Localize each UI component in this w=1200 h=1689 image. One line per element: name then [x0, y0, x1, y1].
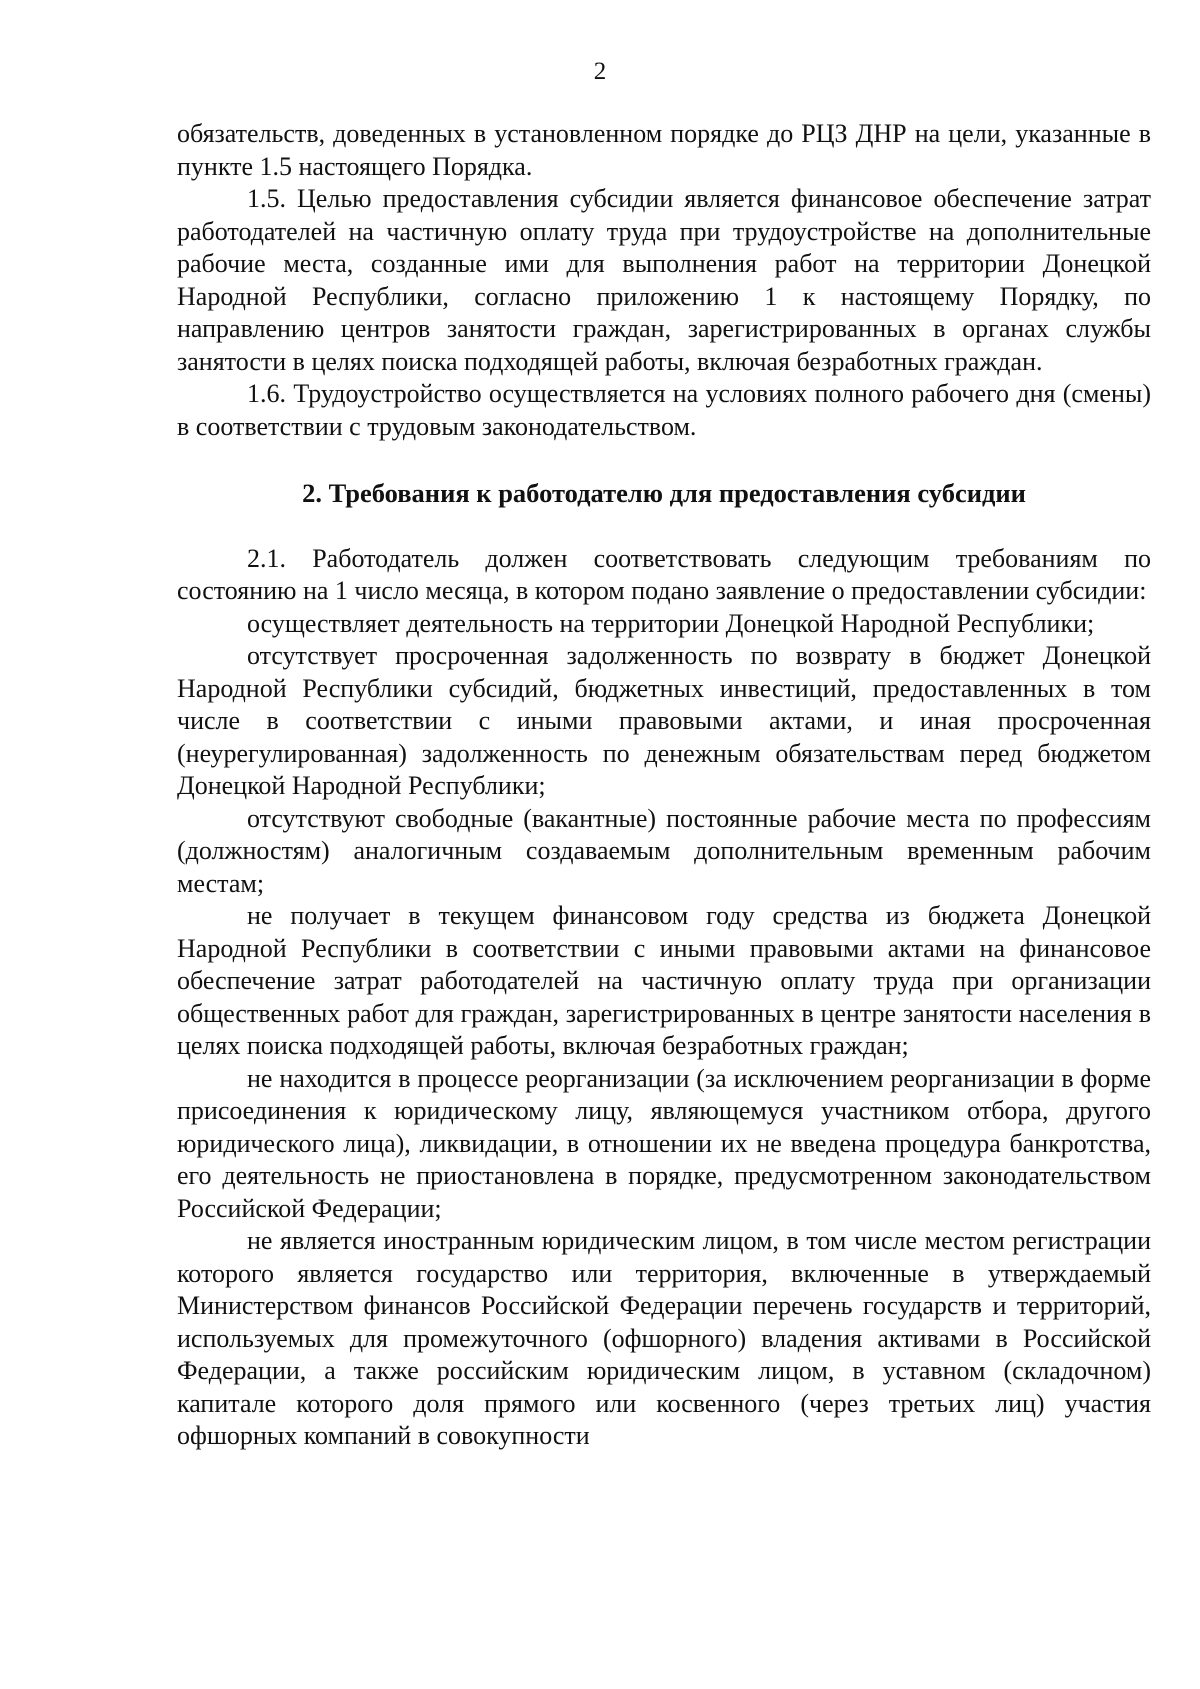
paragraph-1-5: 1.5. Целью предоставления субсидии является финансовое обеспечение затрат работодателей на частичную оплату труда при трудоустройстве на дополнительные рабочие места, созданные ими для выполнения работ на территории Донецкой Народной Республики, согласно приложению 1 к настоящему Порядку, по направлению центров занятости граждан, зарегистрированных в органах службы занятости в целях поиска подходящей работы, включая безработных граждан. [177, 184, 1151, 376]
page-number: 2 [593, 58, 607, 85]
requirement-item: не получает в текущем финансовом году средства из бюджета Донецкой Народной Республики в соответствии с иными правовыми актами на финансовое обеспечение затрат работодателей на частичную оплату труда при организации общественных работ для граждан, зарегистрированных в центре занятости населения в целях поиска подходящей работы, включая безработных граждан; [177, 901, 1151, 1060]
paragraph-2-1: 2.1. Работодатель должен соответствовать следующим требованиям по состоянию на 1 число месяца, в котором подано заявление о предоставлении субсидии: [177, 543, 1151, 605]
requirement-item: не находится в процессе реорганизации (за исключением реорганизации в форме присоединения к юридическому лицу, являющемуся участником отбора, другого юридического лица), ликвидации, в отношении их не введена процедура банкротства, его деятельность не приостановлена в порядке, предусмотренном законодательством Российской Федерации; [177, 1063, 1151, 1223]
requirement-item: не является иностранным юридическим лицом, в том числе местом регистрации которого является государство или территория, включенные в утверждаемый Министерством финансов Российской Федерации перечень государств и территорий, используемых для промежуточного (офшорного) владения активами в Российской Федерации, а также российским юридическим лицом, в уставном (складочном) капитале которого доля прямого или косвенного (через третьих лиц) участия офшорных компаний в совокупности [177, 1226, 1151, 1450]
paragraph-1-6: 1.6. Трудоустройство осуществляется на условиях полного рабочего дня (смены) в соответствии с трудовым законодательством. [177, 379, 1151, 441]
requirement-item: осуществляет деятельность на территории Донецкой Народной Республики; [247, 608, 1095, 638]
requirement-item: отсутствует просроченная задолженность по возврату в бюджет Донецкой Народной Республики субсидий, бюджетных инвестиций, предоставленных в том числе в соответствии с иными правовыми актами, и иная просроченная (неурегулированная) задолженность по денежным обязательствам перед бюджетом Донецкой Народной Республики; [177, 641, 1151, 800]
section-heading: 2. Требования к работодателю для предоставления субсидии [302, 478, 1026, 508]
document-body [177, 118, 1151, 1453]
requirement-item: отсутствуют свободные (вакантные) постоянные рабочие места по профессиям (должностям) аналогичным создаваемым дополнительным временным рабочим местам; [177, 803, 1151, 898]
paragraph-continuation: обязательств, доведенных в установленном порядке до РЦЗ ДНР на цели, указанные в пункте 1.5 настоящего Порядка. [177, 119, 1151, 181]
